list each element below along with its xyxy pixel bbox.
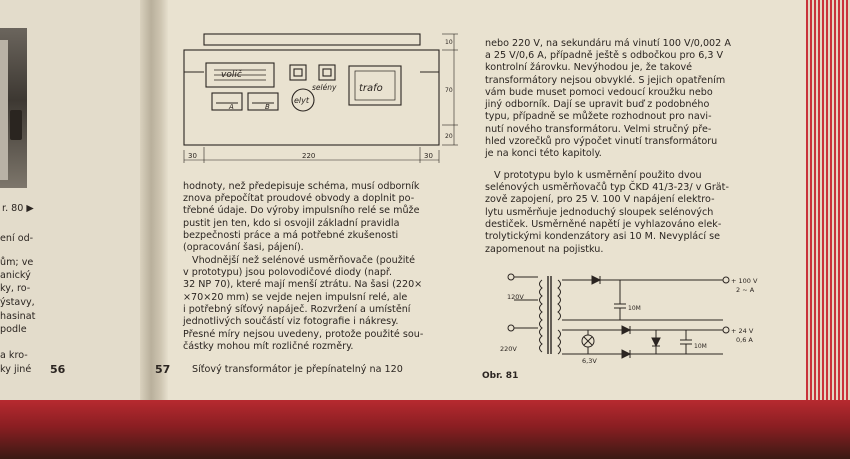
selenium-rect-1 — [290, 65, 306, 80]
text-line: jednotlivých součástí viz fotografie i nákresy. — [183, 316, 399, 327]
text-line: jiný odborník. Dají se upravit buď z podobného — [485, 99, 710, 110]
text-line: bezpečnosti práce a má potřebné zkušenosti — [183, 230, 399, 241]
label-10m-b: 10M — [694, 343, 707, 350]
chassis-top-rail — [204, 34, 420, 45]
text-line: ×70×20 mm) se vejde nejen impulsní relé, ale — [183, 292, 408, 303]
label-120v: 120V — [507, 293, 524, 301]
text-line: selénových usměrňovačů typ ČKD 41/3-23/ v Grät- — [485, 182, 729, 193]
book-cover-edge — [0, 400, 850, 459]
text-line: (opracování šasi, pájení). — [183, 242, 304, 253]
text-line: transformátory nejsou obvyklé. S jejich opatřením — [485, 75, 726, 86]
text-line: trolytickými kondenzátory asi 10 M. Nevyplácí se — [485, 231, 720, 242]
left-page — [0, 0, 140, 408]
text-line: částky mohou mít rozličné rozměry. — [183, 341, 354, 352]
label-transformer: trafo — [359, 83, 383, 94]
dim-height: 70 — [445, 87, 453, 94]
diode-1 — [592, 276, 600, 284]
label-relay-b: B — [265, 103, 270, 111]
left-fragment: ky, ro- — [0, 283, 31, 294]
label-relay-a: A — [229, 103, 234, 111]
dim-width: 220 — [302, 152, 316, 160]
diode-4 — [622, 350, 630, 358]
text-line: nutí nového transformátoru. Velmi stručný pře- — [485, 124, 712, 135]
text-line: a 25 V/0,6 A, případně ještě s odbočkou pro 6,3 V — [485, 50, 724, 61]
text-line: v prototypu) jsou polovodičové diody (např. — [183, 267, 393, 278]
text-line: pustit jen ten, kdo si osvojil základní pravidla — [183, 218, 400, 229]
text-line: lytu usměrňuje jednoduchý sloupek selénových — [485, 207, 714, 218]
page-number-right: 57 — [155, 363, 171, 376]
label-amp2: 2 ~ A — [736, 286, 755, 294]
text-line: Přesné míry nejsou uvedeny, protože použité sou- — [183, 329, 424, 340]
text-line: zově zapojení, pro 25 V. 100 V napájení elektro- — [485, 194, 715, 205]
label-selenium: selény — [312, 83, 337, 92]
text-line: Síťový transformátor je přepínatelný na 120 — [192, 364, 403, 375]
relay-a — [212, 93, 242, 110]
left-fragment: ky jiné — [0, 364, 32, 375]
text-line: hodnoty, než předepisuje schéma, musí odborník — [183, 181, 420, 192]
secondary-winding-1 — [558, 280, 561, 320]
text-line: Vhodnější než selénové usměrňovače (použité — [192, 255, 416, 266]
photo-caption: r. 80 ▶ — [2, 203, 34, 214]
label-plus24: + 24 V — [731, 327, 754, 335]
secondary-winding-2 — [558, 330, 561, 354]
text-line: znova přepočítat proudové obvody a doplnit po- — [183, 193, 415, 204]
chassis-drawing — [176, 30, 461, 172]
page-number-left: 56 — [50, 363, 66, 376]
figure-caption: Obr. 81 — [482, 371, 519, 381]
text-line: kontrolní žárovku. Nevýhodou je, že takové — [485, 62, 693, 73]
text-line: vám bude muset pomoci vedoucí kroužku nebo — [485, 87, 713, 98]
selenium-rect-2 — [319, 65, 335, 80]
text-line: zapomenout na pojistku. — [485, 244, 604, 255]
dim-top: 10 — [445, 39, 453, 46]
label-plus100: + 100 V — [731, 277, 758, 285]
circuit-schematic — [478, 268, 770, 390]
left-fragment: hasinat — [0, 311, 36, 322]
text-line: i potřebný síťový napáječ. Rozvržení a umístění — [183, 304, 411, 315]
label-10m-a: 10M — [628, 305, 641, 312]
text-line: V prototypu bylo k usměrnění použito dvou — [494, 170, 702, 181]
left-fragment: anický — [0, 270, 31, 281]
dim-bottom: 20 — [445, 133, 453, 140]
relay-b — [248, 93, 278, 110]
label-selector: volič — [221, 70, 242, 80]
dim-left: 30 — [188, 152, 197, 160]
book-gutter — [140, 0, 171, 410]
left-fragment: ům; ve — [0, 257, 34, 268]
left-fragment: ení od- — [0, 233, 34, 244]
text-line: destiček. Usměrněné napětí je vyhlazováno elek- — [485, 219, 722, 230]
label-electrolyte: elyt — [294, 96, 310, 105]
text-line: typu, případně se můžete rozhodnout pro navi- — [485, 111, 712, 122]
text-line: nebo 220 V, na sekundáru má vinutí 100 V/0,002 A — [485, 38, 731, 49]
left-fragment: podle — [0, 324, 27, 335]
left-fragment: ýstavy, — [0, 297, 35, 308]
text-line: třebné údaje. Do výroby impulsního relé se může — [183, 205, 420, 216]
label-220v: 220V — [500, 345, 517, 353]
dim-right: 30 — [424, 152, 433, 160]
left-fragment: a kro- — [0, 350, 28, 361]
diode-2 — [622, 326, 630, 334]
label-amp06: 0,6 A — [736, 336, 753, 344]
photo-part-left — [0, 40, 8, 180]
text-line: hled vzorečků pro výpočet vinutí transformátoru — [485, 136, 718, 147]
photo-spot — [10, 110, 22, 140]
primary-winding — [540, 280, 543, 352]
page-edge — [806, 0, 850, 420]
text-line: je na konci této kapitoly. — [485, 148, 602, 159]
label-63v: 6,3V — [582, 357, 597, 365]
text-line: 32 NP 70), které mají menší ztrátu. Na šasi (220× — [183, 279, 423, 290]
